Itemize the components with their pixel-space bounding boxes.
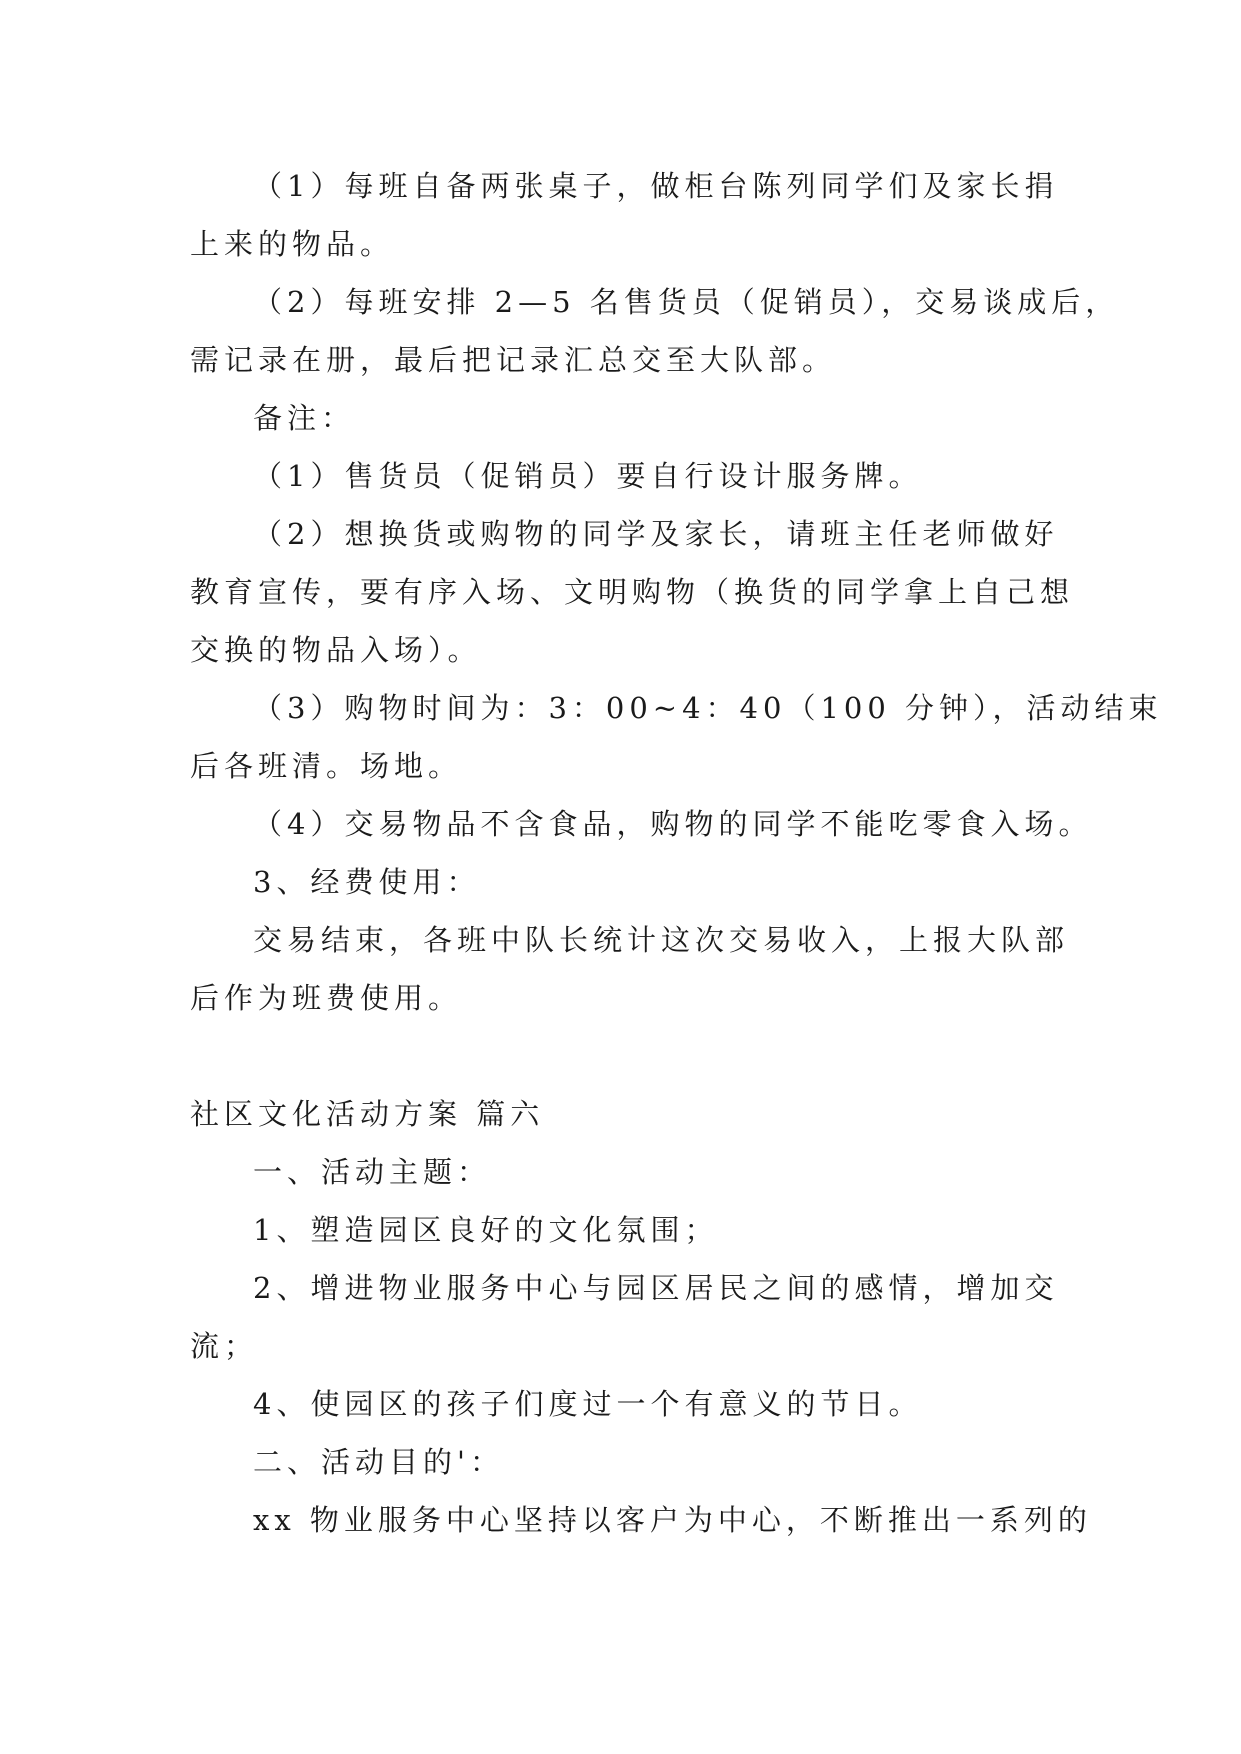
paragraph-line: （4）交易物品不含食品，购物的同学不能吃零食入场。 xyxy=(253,807,1093,841)
paragraph-line: 教育宣传，要有序入场、文明购物（换货的同学拿上自己想 xyxy=(190,575,1075,609)
paragraph-line: （1）每班自备两张桌子，做柜台陈列同学们及家长捐 xyxy=(253,169,1059,203)
paragraph-line: 需记录在册，最后把记录汇总交至大队部。 xyxy=(190,343,837,377)
paragraph-line: 3、经费使用： xyxy=(253,865,481,899)
paragraph-line: 流； xyxy=(190,1329,259,1363)
paragraph-line: （1）售货员（促销员）要自行设计服务牌。 xyxy=(253,459,923,493)
paragraph-line: 后各班清。场地。 xyxy=(190,749,463,783)
paragraph-line: xx 物业服务中心坚持以客户为中心，不断推出一系列的 xyxy=(253,1503,1092,1537)
paragraph-line: 交易结束，各班中队长统计这次交易收入，上报大队部 xyxy=(253,923,1070,957)
paragraph-line: 二、活动目的'： xyxy=(253,1445,504,1479)
paragraph-line: （2）想换货或购物的同学及家长，请班主任老师做好 xyxy=(253,517,1059,551)
paragraph-line: 上来的物品。 xyxy=(190,227,395,261)
paragraph-line: （3）购物时间为：3：00~4：40（100 分钟），活动结束 xyxy=(253,691,1163,725)
paragraph-line: 后作为班费使用。 xyxy=(190,981,463,1015)
paragraph-line: 交换的物品入场）。 xyxy=(190,633,482,667)
paragraph-line: 4、使园区的孩子们度过一个有意义的节日。 xyxy=(253,1387,923,1421)
paragraph-line: 2、增进物业服务中心与园区居民之间的感情，增加交 xyxy=(253,1271,1059,1305)
paragraph-line: 1、塑造园区良好的文化氛围； xyxy=(253,1213,719,1247)
paragraph-line: 备注： xyxy=(253,401,356,435)
section-heading: 社区文化活动方案 篇六 xyxy=(190,1097,545,1131)
paragraph-line: 一、活动主题： xyxy=(253,1155,492,1189)
paragraph-line: （2）每班安排 2—5 名售货员（促销员），交易谈成后， xyxy=(253,285,1120,319)
